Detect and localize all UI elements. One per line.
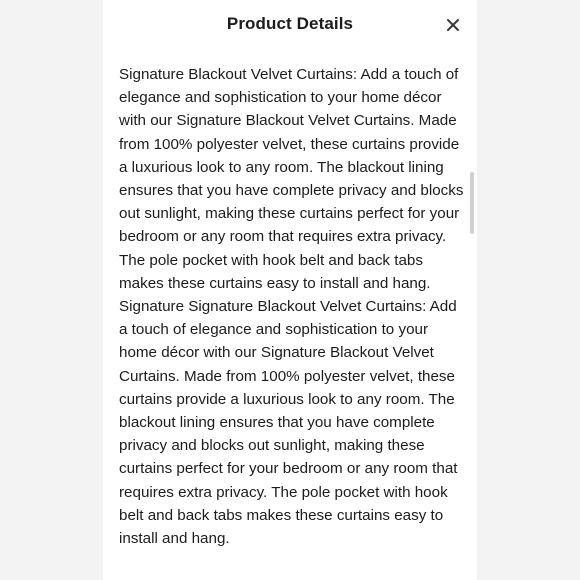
modal-header — [103, 0, 477, 50]
scrollbar-thumb[interactable] — [470, 172, 474, 234]
product-description — [119, 63, 467, 550]
close-button[interactable] — [442, 14, 464, 36]
description-paragraph: Signature Blackout Velvet Curtains: Add a touch of elegance and sophistication to your home décor with our Signature Blackout Velvet Curtains. Made from 100% polyester velvet, these curtains provide a luxurious look to any room. The blackout lining ensures that you have complete privacy and blocks out sunlight, making these curtains perfect for your bedroom or any room that requires extra privacy. The pole pocket with hook belt and back tabs makes these curtains easy to install and hang. — [119, 66, 464, 292]
close-icon — [442, 14, 464, 36]
description-paragraph: Signature Signature Blackout Velvet Curtains: Add a touch of elegance and sophistication to your home décor with our Signature Blackout Velvet Curtains. Made from 100% polyester velvet, these curtains provide a luxurious look to any room. The blackout lining ensures that you have complete privacy and blocks out sunlight, making these curtains perfect for your bedroom or any room that requires extra privacy. The pole pocket with hook belt and back tabs makes these curtains easy to install and hang. — [119, 298, 458, 548]
modal-title: Product Details — [226, 14, 354, 33]
product-details-modal — [103, 0, 477, 580]
